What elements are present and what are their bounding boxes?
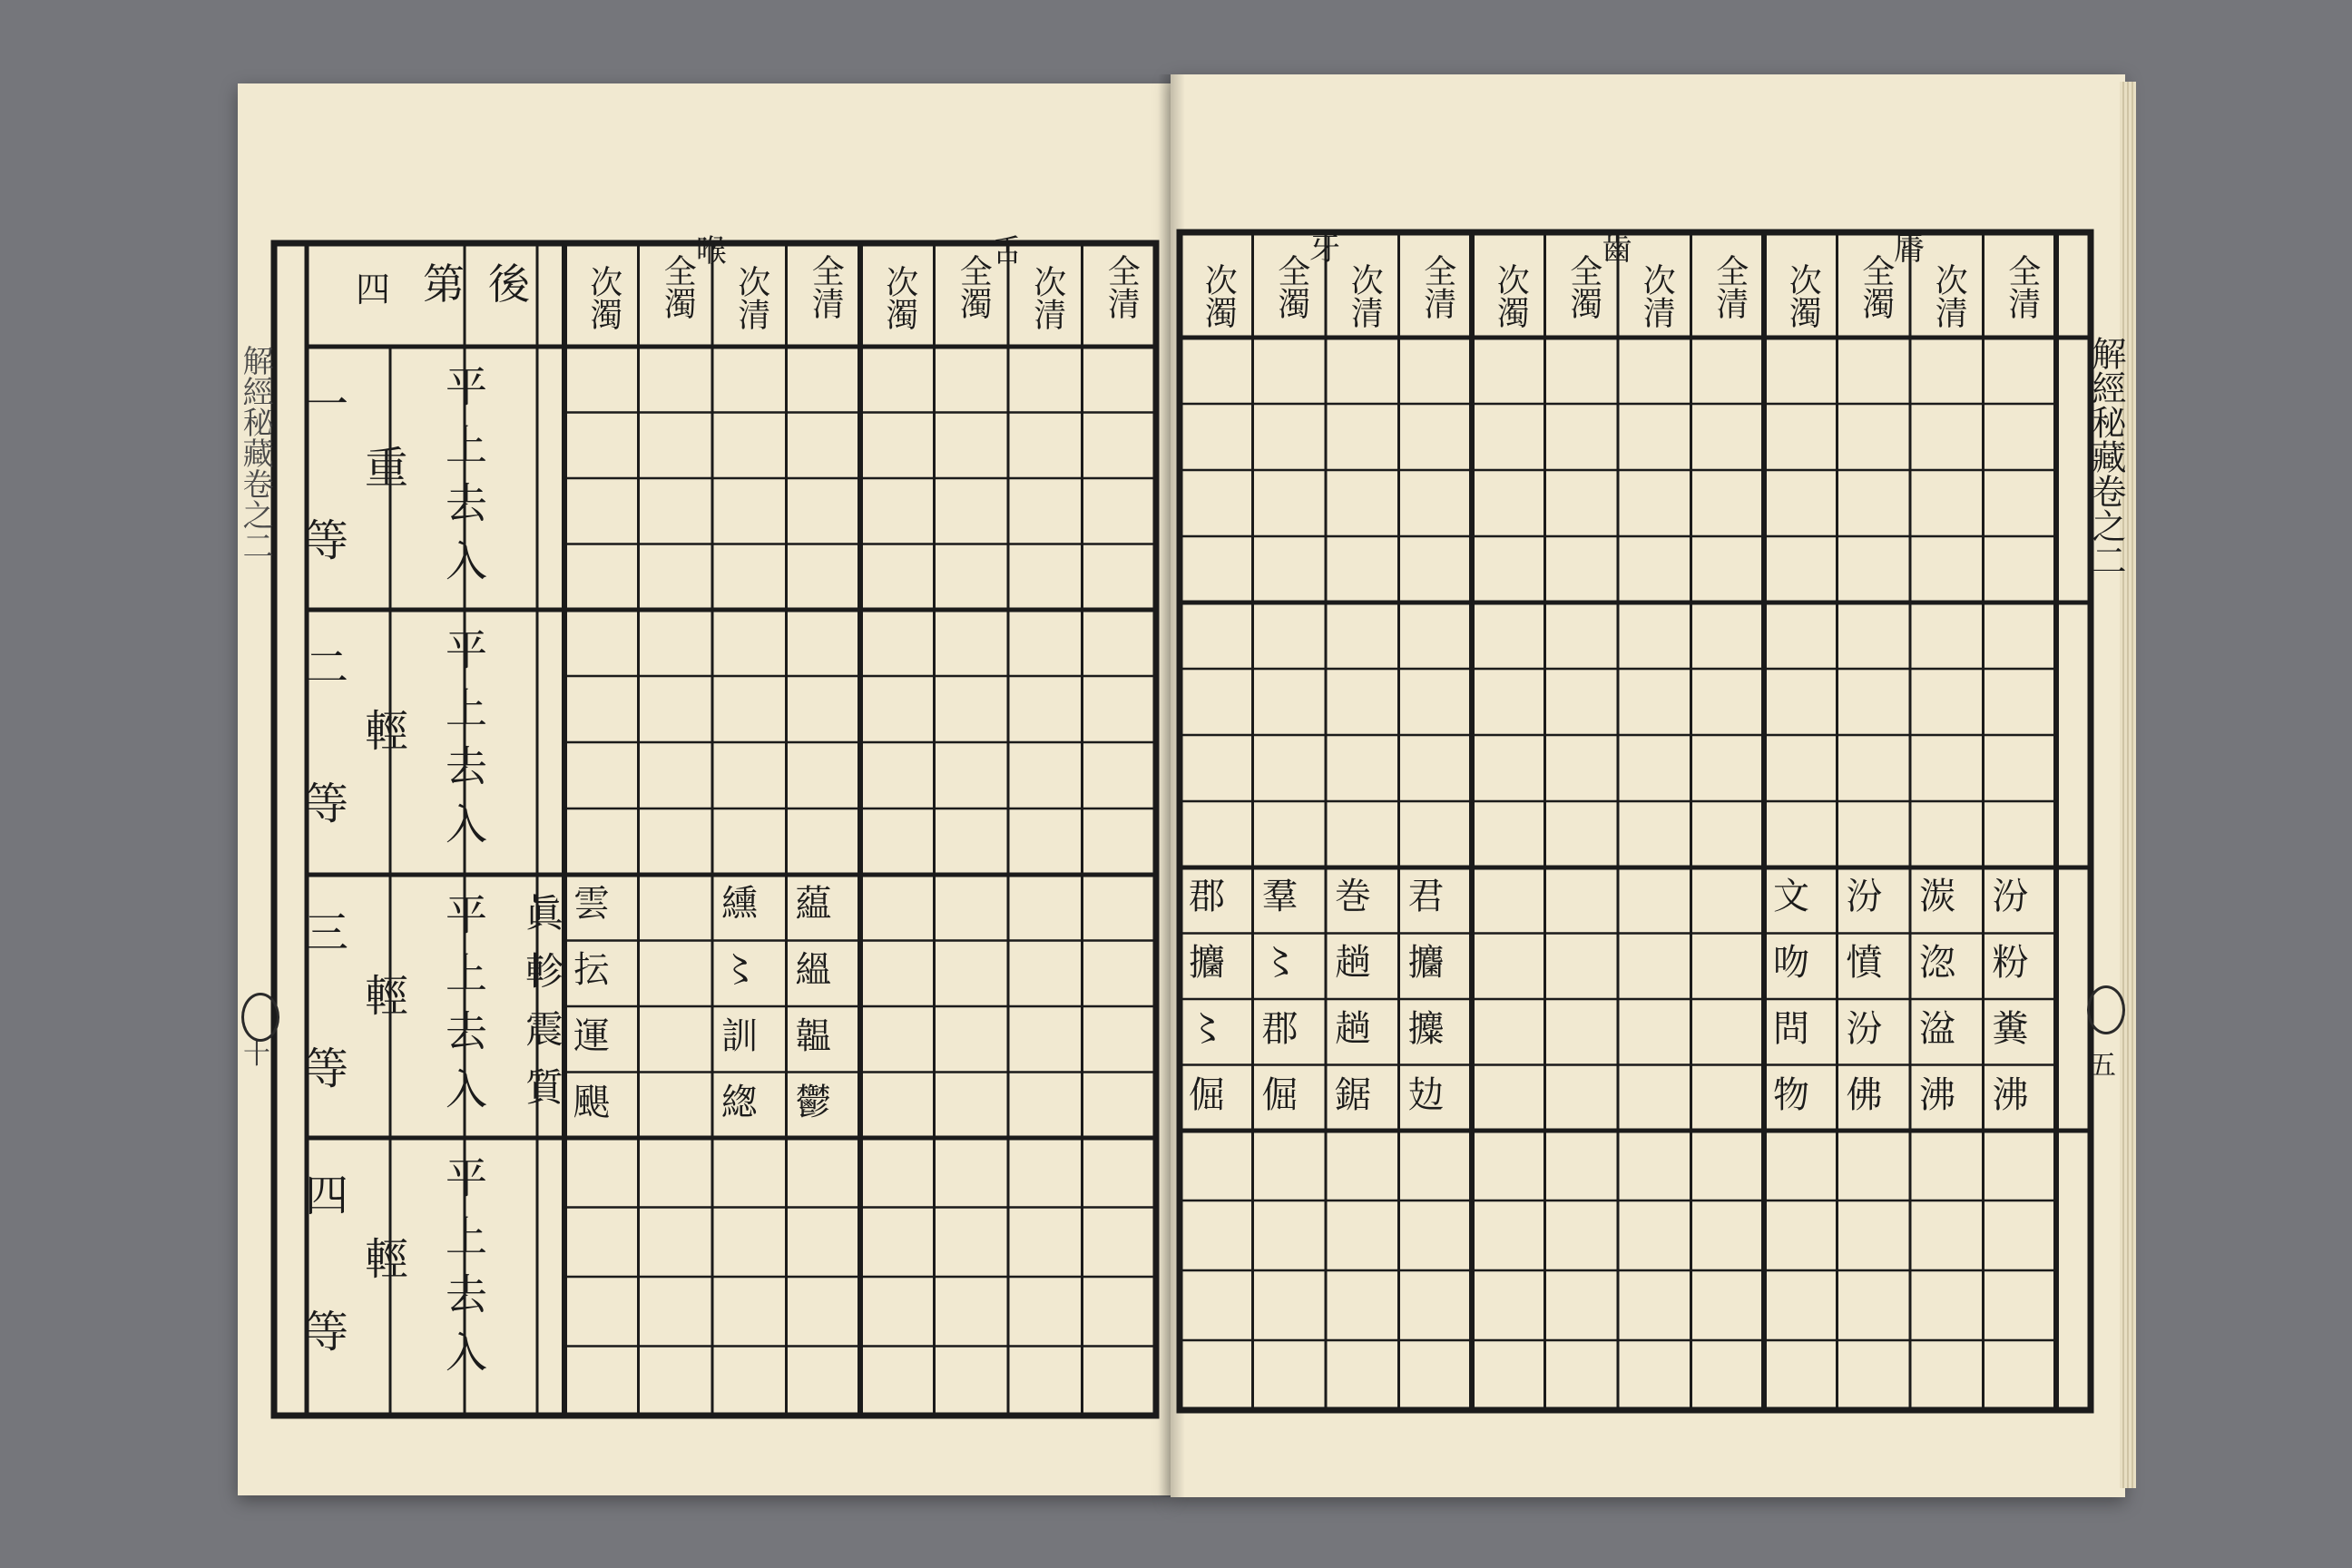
left-page-number: 十 [243,1039,270,1071]
glyph-entry: 趟 [1335,1008,1371,1050]
rime-label-2: 眞軫震質 [520,893,564,1125]
tone-label-3: 平上去入 [439,1156,488,1388]
glyph-entry: 韞 [795,1015,832,1057]
glyph-entry: 羣 [1261,876,1298,917]
glyph-entry: 攰 [1407,1074,1445,1116]
glyph-entry: 君 [1407,876,1445,917]
column-header: 全清 [1710,254,1749,319]
glyph-entry: 緫 [721,1082,758,1123]
glyph-entry: 藴 [795,883,832,925]
glyph-entry: 沸 [1992,1074,2029,1116]
grade-label-3: 四 [305,1171,349,1221]
glyph-entry: 攗 [1407,1008,1445,1050]
tone-label-0: 平上去入 [439,365,488,597]
glyph-entry: 吻 [1773,942,1809,984]
grade-label-3: 等 [305,1307,349,1357]
glyph-entry: 郡 [1189,876,1225,917]
glyph-entry: 文 [1773,876,1809,917]
glyph-entry: 倔 [1261,1074,1298,1116]
right-page-number: 五 [2089,1050,2116,1082]
glyph-entry: 糞 [1992,1008,2029,1050]
glyph-entry: 郡 [1261,1008,1298,1050]
grade-label-2: 三 [305,907,349,958]
weight-label-2: 輕 [365,971,409,1022]
column-header: 次濁 [1492,263,1530,328]
glyph-entry: 抎 [573,949,610,991]
glyph-entry: 〻 [721,949,758,991]
glyph-entry: 粉 [1992,942,2029,984]
column-header: 次清 [1638,263,1676,328]
glyph-entry: 攟 [1189,942,1225,984]
group-name-1: 舌 [992,233,1023,270]
column-header: 次濁 [584,265,622,330]
glyph-entry: 鬱 [795,1082,832,1123]
glyph-entry: 淴 [1919,942,1955,984]
glyph-entry: 湓 [1919,1008,1955,1050]
grade-label-1: 等 [305,779,349,829]
header-hou: 後 [488,260,530,309]
glyph-entry: 雲 [573,883,610,925]
column-header: 次濁 [1200,263,1238,328]
right-grid-lines [1180,232,2056,1410]
left-fishtail-mark [241,993,279,1042]
weight-label-0: 重 [365,443,409,494]
group-name-right-2: 脣 [1894,231,1925,268]
glyph-entry: 趟 [1335,942,1371,984]
glyph-entry: 攟 [1407,942,1445,984]
glyph-entry: 〻 [1261,942,1298,984]
glyph-entry: 湠 [1919,876,1955,917]
column-header: 次清 [1346,263,1384,328]
glyph-entry: 汾 [1846,876,1883,917]
column-header: 全濁 [1857,254,1895,319]
glyph-entry: 倔 [1189,1074,1225,1116]
glyph-entry: 巻 [1335,876,1371,917]
glyph-entry: 縕 [795,949,832,991]
weight-label-1: 輕 [365,706,409,757]
glyph-entry: 訓 [721,1015,758,1057]
group-name-right-0: 牙 [1309,231,1340,268]
group-name-right-1: 齒 [1602,231,1632,268]
left-margin-title: 解經秘藏卷之二 [237,345,273,561]
column-header: 全清 [1102,254,1141,319]
right-frame [1180,232,2091,1410]
glyph-entry: 纁 [721,883,758,925]
column-header: 全清 [2003,254,2041,319]
grade-label-1: 二 [305,642,349,693]
column-header: 次濁 [1784,263,1822,328]
column-header: 全濁 [1272,254,1310,319]
grade-label-0: 等 [305,515,349,566]
header-si: 四 [356,270,391,309]
tone-label-2: 平上去入 [439,893,488,1125]
column-header: 次清 [1930,263,1968,328]
glyph-entry: 物 [1773,1074,1809,1116]
column-header: 全濁 [955,254,993,319]
glyph-entry: 憤 [1846,942,1883,984]
weight-label-3: 輕 [365,1234,409,1285]
tone-label-1: 平上去入 [439,628,488,860]
glyph-entry: 沸 [1919,1074,1955,1116]
glyph-entry: 〻 [1189,1008,1225,1050]
column-header: 次清 [732,265,770,330]
grade-label-0: 一 [305,379,349,430]
glyph-entry: 問 [1773,1008,1809,1050]
glyph-entry: 佛 [1846,1074,1883,1116]
right-fishtail-mark [2087,985,2125,1034]
column-header: 次清 [1028,265,1066,330]
glyph-entry: 汾 [1992,876,2029,917]
glyph-entry: 颶 [573,1082,610,1123]
glyph-entry: 運 [573,1015,610,1057]
header-deng: 第 [423,260,465,309]
column-header: 全濁 [1564,254,1602,319]
group-name-0: 喉 [696,233,727,270]
glyph-entry: 鋸 [1335,1074,1371,1116]
column-header: 全清 [807,254,845,319]
column-header: 次濁 [880,265,918,330]
right-margin-title: 解經秘藏卷之二 [2086,336,2126,577]
glyph-entry: 汾 [1846,1008,1883,1050]
column-header: 全清 [1418,254,1456,319]
column-header: 全濁 [659,254,697,319]
grade-label-2: 等 [305,1044,349,1094]
